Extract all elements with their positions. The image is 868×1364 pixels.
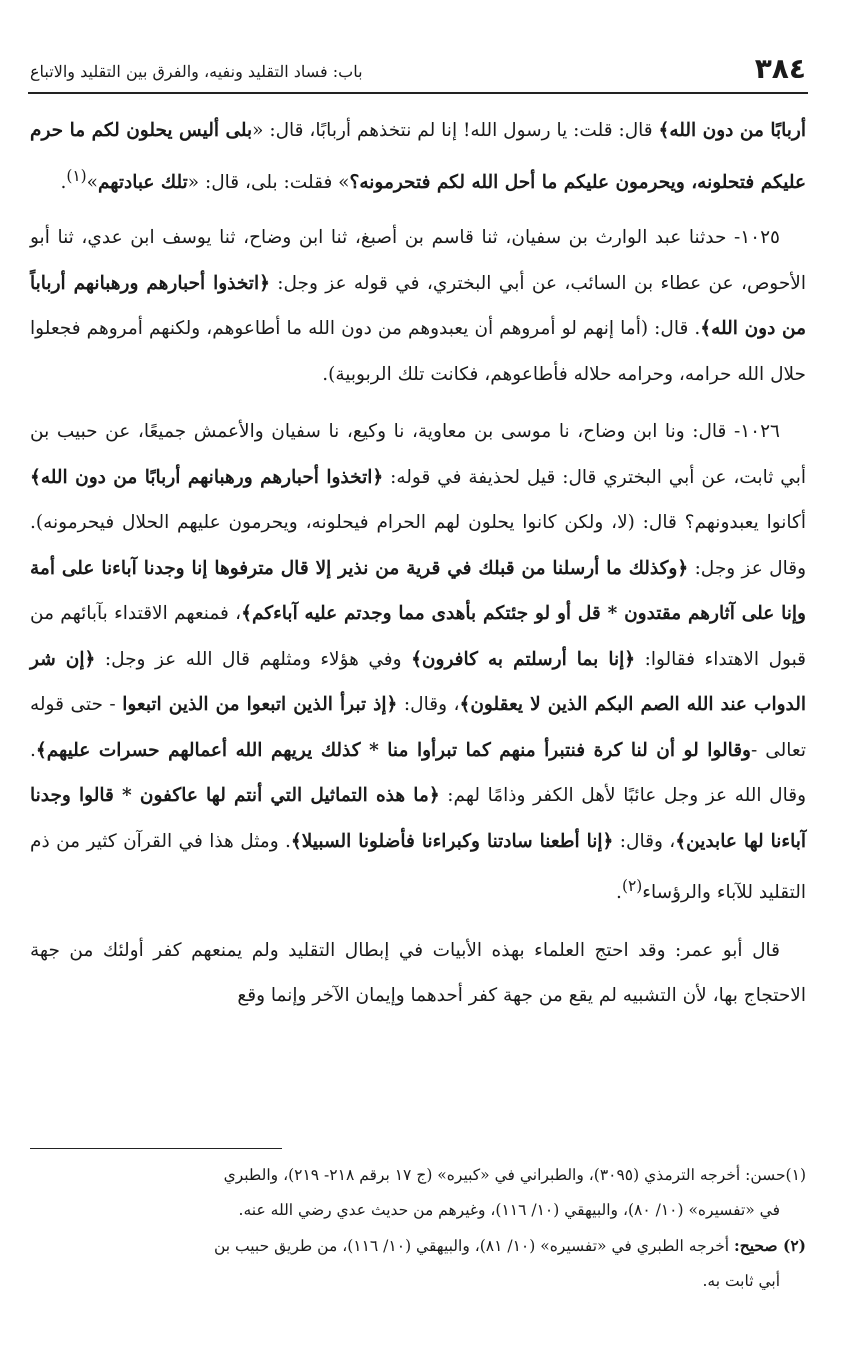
text-span: - حتى قوله تعالى - bbox=[30, 694, 806, 761]
text-span: قال: قلت: يا رسول الله! إنا لم نتخذهم أربابًا، قال: « bbox=[252, 120, 659, 141]
main-text bbox=[30, 108, 806, 1019]
chapter-title: باب: فساد التقليد ونفيه، والفرق بين التقليد والاتباع bbox=[30, 62, 363, 81]
text-span: . bbox=[616, 882, 622, 904]
paragraph-1026 bbox=[30, 409, 806, 916]
header-rule bbox=[28, 92, 808, 94]
quran-quote: أربابًا من دون الله﴾ bbox=[658, 120, 806, 141]
page-number: ٣٨٤ bbox=[754, 52, 806, 85]
text-span: ، فمنعهم الاقتداء بآبائهم من قبول الاهتداء فقالوا: bbox=[30, 603, 806, 670]
text-span: » فقلت: بلى، قال: « bbox=[187, 171, 350, 193]
quran-quote: ﴿اتخذوا أحبارهم ورهبانهم أربابًا من دون الله﴾ bbox=[30, 466, 384, 488]
text-span: قال أبو عمر: وقد احتج العلماء بهذه الأبيات في إبطال التقليد ولم يمنعهم كفر أولئك من جهة الاحتجاج بها، لأن التشبيه لم يقع من جهة كفر أحدهما وإيمان الآخر وإنما وقع bbox=[30, 939, 806, 1007]
footnote-grade: (٢) صحيح: bbox=[734, 1236, 806, 1255]
text-span: . قال: (أما إنهم لو أمروهم أن يعبدوهم من دون الله ما أطاعوهم، ولكنهم أمروهم فجعلوا حلال الله حرامه، وحرامه حلاله فأطاعوهم، فكانت تلك الربوبية). bbox=[30, 318, 806, 385]
quran-quote: وقالوا لو أن لنا كرة فنتبرأ منهم كما تبرأوا منا * كذلك يريهم الله أعمالهم حسرات عليهم﴾ bbox=[35, 739, 751, 761]
text-span: . ومثل هذا في القرآن كثير من ذم التقليد للآباء والرؤساء bbox=[30, 830, 806, 904]
footnote-2 bbox=[30, 1228, 806, 1264]
quran-quote: ﴿ما هذه التماثيل التي أنتم لها عاكفون * قالوا وجدنا آباءنا لها عابدين﴾ bbox=[30, 785, 807, 852]
footnote-line: أخرجه الطبري في «تفسيره» (١٠/ ٨١)، والبيهقي (١٠/ ١١٦)، من طريق حبيب بن bbox=[214, 1237, 735, 1255]
text-span: ، وقال: bbox=[397, 694, 460, 716]
footnote-1 bbox=[30, 1158, 806, 1193]
quran-quote: ﴿إنا بما أرسلتم به كافرون﴾ bbox=[411, 648, 636, 670]
hadith-quote: تلك عبادتهم bbox=[97, 171, 188, 193]
text-span: ١٠٢٦- قال: ونا ابن وضاح، نا موسى بن معاوية، نا وكيع، نا سفيان والأعمش جميعًا، عن حبيب بن أبي ثابت، عن أبي البختري قال: قيل لحذيفة في قوله: bbox=[30, 421, 807, 488]
footnote-ref: (١) bbox=[66, 166, 87, 185]
quran-quote: ﴿وكذلك ما أرسلنا من قبلك في قرية من نذير إلا قال مترفوها إنا وجدنا آباءنا على أمة وإنا على آثارهم مقتدون * قل أو لو جئتكم بأهدى مما وجدتم عليه آباءكم﴾ bbox=[30, 557, 806, 625]
footnote-line: أبي ثابت به. bbox=[702, 1272, 780, 1290]
text-span: أكانوا يعبدونهم؟ قال: (لا، ولكن كانوا يحلون لهم الحرام فيحلونه، ويحرمون عليهم الحلال فيحرمونه). وقال عز وجل: bbox=[30, 512, 806, 579]
text-span: . bbox=[60, 171, 67, 193]
text-span: . وقال الله عز وجل عائبًا لأهل الكفر وذامًا لهم: bbox=[30, 739, 807, 807]
footnote-line: (١)حسن: أخرجه الترمذي (٣٠٩٥)، والطبراني في «كبيره» (ج ١٧ برقم ٢١٨- ٢١٩)، والطبري bbox=[223, 1166, 806, 1184]
footnote-rule bbox=[30, 1148, 282, 1149]
text-span: ١٠٢٥- حدثنا عبد الوارث بن سفيان، ثنا قاسم بن أصبغ، ثنا ابن وضاح، ثنا يوسف ابن عدي، ثنا أبو الأحوص، عن عطاء بن السائب، عن أبي البختري، في قوله عز وجل: bbox=[30, 227, 806, 294]
footnote-2-cont bbox=[30, 1264, 806, 1299]
paragraph-abu-umar bbox=[30, 928, 806, 1019]
quran-quote: ﴿إنا أطعنا سادتنا وكبراءنا فأضلونا السبيلا﴾ bbox=[290, 830, 614, 852]
footnotes bbox=[30, 1158, 806, 1299]
paragraph-1025 bbox=[30, 215, 806, 397]
text-span: ، وقال: bbox=[613, 830, 676, 852]
quran-quote: ﴿إذ تبرأ الذين اتبعوا من الذين اتبعوا bbox=[122, 694, 398, 716]
footnote-1-cont bbox=[30, 1193, 806, 1228]
hadith-quote: بلى أليس يحلون لكم ما حرم عليكم فتحلونه، ويحرمون عليكم ما أحل الله لكم فتحرمونه؟ bbox=[30, 120, 806, 193]
quran-quote: ﴿إن شر الدواب عند الله الصم البكم الذين لا يعقلون﴾ bbox=[30, 648, 807, 716]
footnote-ref: (٢) bbox=[621, 877, 643, 896]
text-span: وفي هؤلاء ومثلهم قال الله عز وجل: bbox=[95, 648, 412, 670]
footnote-line: في «تفسيره» (١٠/ ٨٠)، والبيهقي (١٠/ ١١٦)، وغيرهم من حديث عدي رضي الله عنه. bbox=[238, 1201, 780, 1219]
running-header bbox=[30, 52, 806, 94]
text-span: » bbox=[86, 171, 98, 193]
paragraph-continuation bbox=[30, 108, 806, 205]
quran-quote: ﴿اتخذوا أحبارهم ورهبانهم أرباباً من دون الله﴾ bbox=[30, 272, 806, 340]
